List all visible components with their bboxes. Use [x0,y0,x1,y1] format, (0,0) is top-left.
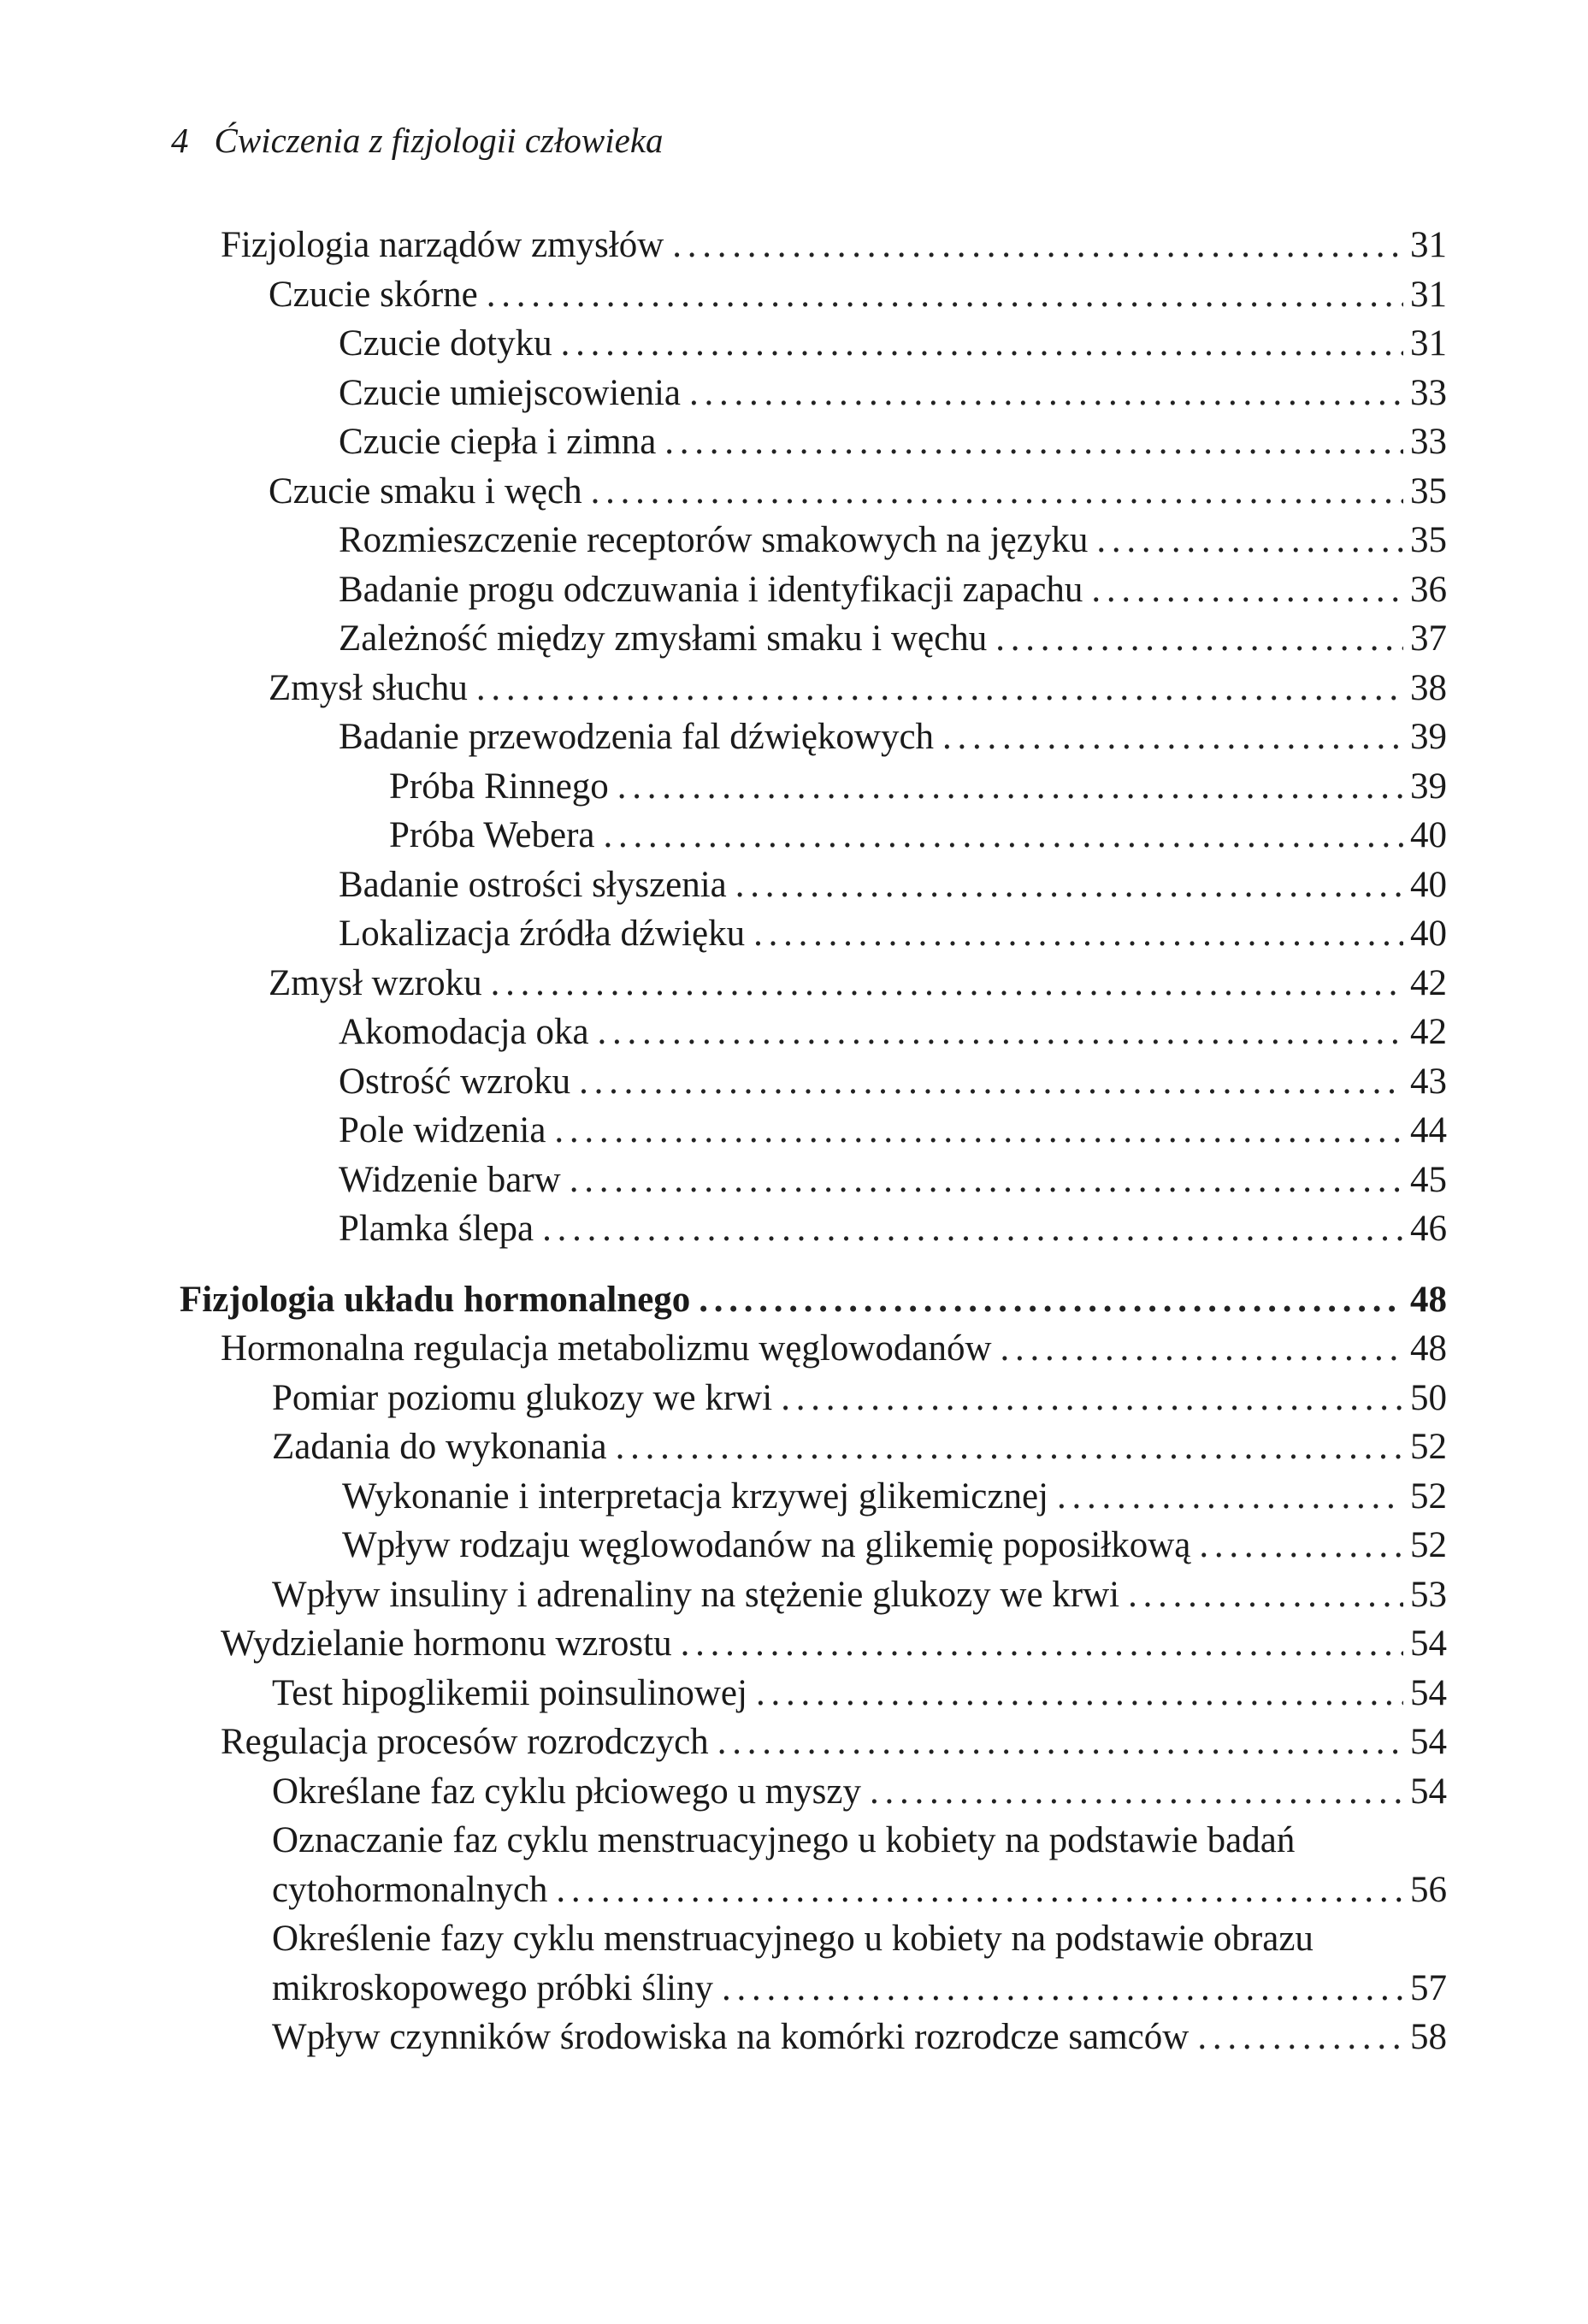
toc-entry-page: 35 [1410,520,1447,560]
toc-entry-page: 45 [1410,1159,1447,1200]
dot-leader [699,1275,1403,1325]
dot-leader [554,1106,1403,1156]
dot-leader [1197,2013,1403,2062]
toc-entry-page: 36 [1410,569,1447,610]
toc-entry-title: Czucie dotyku [339,323,552,364]
book-title: Ćwiczenia z fizjologii człowieka [214,121,664,160]
toc-entry-page: 50 [1410,1377,1447,1418]
toc-entry [269,959,1447,1008]
toc-entry [272,1570,1447,1620]
toc-entry [339,1008,1447,1057]
toc-entry-title: Wpływ rodzaju węglowodanów na glikemię poposiłkową [342,1525,1191,1565]
toc-entry [269,467,1447,517]
toc-entry-page: 42 [1410,962,1447,1003]
toc-entry-title: Widzenie barw [339,1159,561,1200]
toc-entry-title-line2: cytohormonalnych [272,1869,548,1910]
toc-entry [339,1057,1447,1107]
toc-entry-page: 54 [1410,1722,1447,1762]
dot-leader [561,319,1403,369]
dot-leader [491,959,1403,1008]
toc-entry [342,1521,1447,1570]
toc-entry-page: 31 [1410,323,1447,364]
toc-entry [339,319,1447,369]
dot-leader [487,270,1403,320]
toc-entry [339,1204,1447,1254]
dot-leader [579,1057,1403,1107]
toc-entry-page: 35 [1410,470,1447,512]
toc-entry-title: Zależność między zmysłami smaku i węchu [339,618,988,659]
toc-entry-title: Fizjologia układu hormonalnego [180,1279,691,1320]
toc-entry [221,1324,1447,1374]
toc-entry-title: Rozmieszczenie receptorów smakowych na języku [339,520,1089,560]
toc-entry-page: 48 [1410,1328,1447,1369]
dot-leader [717,1718,1403,1767]
toc-entry-page: 33 [1410,372,1447,413]
toc-entry [269,270,1447,320]
toc-entry-title: Regulacja procesów rozrodczych [221,1722,709,1762]
toc-entry-multiline [272,1914,1447,2013]
dot-leader [617,762,1403,812]
toc-entry [339,909,1447,959]
dot-leader [681,1619,1403,1669]
toc-entry [221,1619,1447,1669]
toc-entry-title: Czucie umiejscowienia [339,372,681,413]
toc-entry-page: 38 [1410,667,1447,708]
table-of-contents [0,221,1588,2062]
toc-entry-page: 57 [1410,1967,1447,2008]
toc-entry [221,221,1447,270]
toc-entry-page: 42 [1410,1012,1447,1052]
toc-entry-page: 53 [1410,1574,1447,1615]
dot-leader [722,1964,1403,2014]
dot-leader [1128,1570,1403,1620]
dot-leader [476,664,1403,713]
toc-entry-page: 58 [1410,2017,1447,2057]
toc-entry-page: 44 [1410,1110,1447,1150]
toc-entry-page: 54 [1410,1623,1447,1664]
toc-entry-title: Zadania do wykonania [272,1427,607,1467]
toc-entry-page: 52 [1410,1525,1447,1565]
toc-chapter-entry [180,1275,1447,1325]
toc-entry-page: 40 [1410,864,1447,905]
dot-leader [1091,565,1403,615]
dot-leader [570,1156,1403,1205]
toc-entry [272,1374,1447,1423]
toc-entry [272,2013,1447,2062]
dot-leader [591,467,1403,517]
toc-entry-page: 43 [1410,1061,1447,1102]
toc-entry [339,713,1447,762]
toc-entry-page: 40 [1410,914,1447,954]
dot-leader [781,1374,1403,1423]
toc-entry-title: Czucie ciepła i zimna [339,422,657,462]
toc-entry [221,1718,1447,1767]
toc-entry-title: Wykonanie i interpretacja krzywej glikemicznej [342,1475,1048,1517]
dot-leader [604,811,1403,860]
dot-leader [556,1866,1403,1915]
toc-entry-page: 52 [1410,1475,1447,1517]
toc-entry-title: Określane faz cyklu płciowego u myszy [272,1771,861,1812]
toc-entry [339,1106,1447,1156]
toc-entry [389,762,1447,812]
toc-entry-page: 46 [1410,1209,1447,1249]
toc-entry-title: Ostrość wzroku [339,1061,571,1102]
dot-leader [616,1422,1403,1472]
toc-entry-title: Pole widzenia [339,1110,546,1150]
toc-entry [339,1156,1447,1205]
toc-entry-page: 31 [1410,274,1447,315]
dot-leader [870,1767,1403,1817]
toc-entry [272,1422,1447,1472]
toc-entry-title-line1: Oznaczanie faz cyklu menstruacyjnego u kobiety na podstawie badań [272,1820,1296,1860]
toc-entry-page: 37 [1410,618,1447,659]
toc-entry-title: Pomiar poziomu glukozy we krwi [272,1377,773,1418]
dot-leader [1057,1472,1403,1522]
toc-entry-title: Wpływ insuliny i adrenaliny na stężenie glukozy we krwi [272,1574,1120,1615]
dot-leader [598,1008,1403,1057]
toc-entry [339,417,1447,467]
dot-leader [756,1669,1403,1718]
toc-entry [339,516,1447,565]
toc-entry-title: Wpływ czynników środowiska na komórki rozrodcze samców [272,2017,1190,2057]
dot-leader [1001,1324,1403,1374]
toc-entry-title: Czucie smaku i węch [269,470,582,512]
toc-entry-page: 31 [1410,225,1447,265]
toc-entry-title: Test hipoglikemii poinsulinowej [272,1672,747,1713]
toc-entry-title: Akomodacja oka [339,1012,589,1052]
toc-entry-page: 48 [1410,1279,1447,1320]
toc-entry-page: 39 [1410,766,1447,807]
toc-entry-title: Fizjologia narządów zmysłów [221,225,664,265]
dot-leader [689,369,1403,418]
toc-entry-page: 54 [1410,1672,1447,1713]
toc-entry-page: 40 [1410,815,1447,855]
toc-entry [339,565,1447,615]
toc-entry-page: 52 [1410,1427,1447,1467]
dot-leader [942,713,1403,762]
toc-entry-title: Próba Webera [389,815,595,855]
toc-entry-title: Zmysł wzroku [269,962,482,1003]
toc-entry [269,664,1447,713]
toc-entry-title: Lokalizacja źródła dźwięku [339,914,746,954]
toc-entry-title: Hormonalna regulacja metabolizmu węglowodanów [221,1328,992,1369]
dot-leader [753,909,1403,959]
toc-entry-page: 33 [1410,422,1447,462]
toc-entry-title: Czucie skórne [269,274,478,315]
toc-entry [272,1767,1447,1817]
toc-entry [339,369,1447,418]
toc-entry-title-line2: mikroskopowego próbki śliny [272,1967,713,2008]
toc-entry [272,1669,1447,1718]
dot-leader [542,1204,1403,1254]
dot-leader [1199,1521,1403,1570]
toc-entry-title: Próba Rinnego [389,766,609,807]
dot-leader [995,614,1403,664]
toc-entry-title-line1: Określenie fazy cyklu menstruacyjnego u kobiety na podstawie obrazu [272,1919,1313,1959]
toc-entry-title: Plamka ślepa [339,1209,534,1249]
toc-entry-page: 39 [1410,717,1447,757]
toc-entry-title: Wydzielanie hormonu wzrostu [221,1623,672,1664]
dot-leader [735,860,1403,910]
page-number: 4 [171,121,189,160]
toc-entry [389,811,1447,860]
running-header [171,120,664,161]
toc-entry-title: Badanie progu odczuwania i identyfikacji zapachu [339,569,1083,610]
toc-entry-title: Badanie ostrości słyszenia [339,864,727,905]
toc-entry-page: 56 [1410,1869,1447,1910]
toc-entry [339,614,1447,664]
toc-entry [342,1472,1447,1522]
dot-leader [664,417,1403,467]
dot-leader [1096,516,1403,565]
toc-entry-title: Zmysł słuchu [269,667,468,708]
toc-entry-page: 54 [1410,1771,1447,1812]
toc-entry-multiline [272,1816,1447,1914]
toc-entry-title: Badanie przewodzenia fal dźwiękowych [339,717,935,757]
toc-entry [339,860,1447,910]
dot-leader [672,221,1403,270]
